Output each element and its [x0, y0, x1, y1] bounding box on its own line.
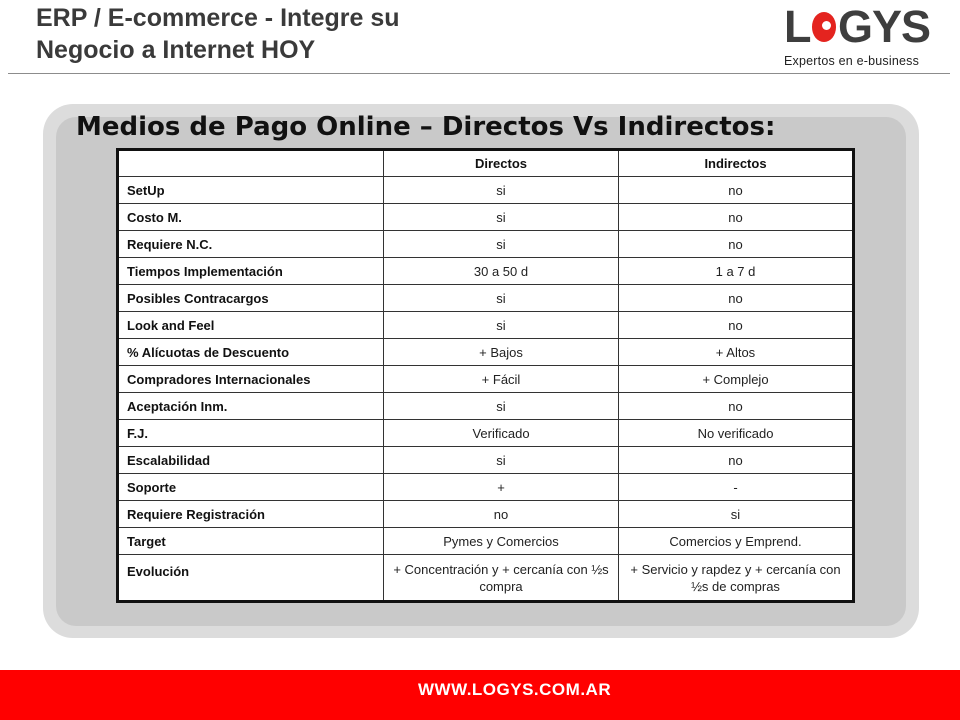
table-body [118, 177, 854, 602]
row-directos-cell: si [384, 312, 619, 339]
row-indirectos-cell: + Complejo [619, 366, 854, 393]
table-row [118, 366, 854, 393]
table-row [118, 258, 854, 285]
row-indirectos-cell: - [619, 474, 854, 501]
footer-url: WWW.LOGYS.COM.AR [418, 680, 612, 699]
logo-letters-right: GYS [837, 1, 930, 52]
row-directos-cell: Verificado [384, 420, 619, 447]
table-row [118, 501, 854, 528]
footer-bar [0, 670, 960, 720]
header-title: ERP / E-commerce - Integre su Negocio a Internet HOY [36, 4, 400, 64]
row-directos-cell: Pymes y Comercios [384, 528, 619, 555]
header-cell-feature [118, 150, 384, 177]
row-feature-cell: Soporte [118, 474, 384, 501]
row-indirectos-cell: no [619, 447, 854, 474]
row-directos-cell: 30 a 50 d [384, 258, 619, 285]
table-row [118, 393, 854, 420]
row-directos-cell: si [384, 231, 619, 258]
row-feature-cell: Escalabilidad [118, 447, 384, 474]
row-feature-cell: Compradores Internacionales [118, 366, 384, 393]
row-indirectos-cell: + Altos [619, 339, 854, 366]
row-indirectos-cell: no [619, 177, 854, 204]
row-indirectos-cell: no [619, 231, 854, 258]
row-feature-cell: Target [118, 528, 384, 555]
row-directos-cell: si [384, 447, 619, 474]
row-indirectos-cell: + Servicio y rapdez y + cercanía con ½s de compras [619, 555, 854, 602]
header-divider [8, 73, 950, 74]
row-indirectos-cell: Comercios y Emprend. [619, 528, 854, 555]
row-feature-cell: SetUp [118, 177, 384, 204]
row-directos-cell: + Bajos [384, 339, 619, 366]
row-indirectos-cell: No verificado [619, 420, 854, 447]
logo-letters-left: L [784, 1, 811, 52]
table-row [118, 555, 854, 602]
row-feature-cell: Aceptación Inm. [118, 393, 384, 420]
slide-title: Medios de Pago Online – Directos Vs Indirectos: [76, 112, 776, 142]
row-directos-cell: + Fácil [384, 366, 619, 393]
table-row [118, 312, 854, 339]
table-row [118, 231, 854, 258]
table-row [118, 447, 854, 474]
logo-o-circle-icon [812, 12, 836, 42]
table-row [118, 285, 854, 312]
row-indirectos-cell: no [619, 312, 854, 339]
row-feature-cell: Costo M. [118, 204, 384, 231]
row-feature-cell: % Alícuotas de Descuento [118, 339, 384, 366]
table-row [118, 474, 854, 501]
row-feature-cell: Requiere Registración [118, 501, 384, 528]
row-feature-cell: Tiempos Implementación [118, 258, 384, 285]
header-cell-indirectos: Indirectos [619, 150, 854, 177]
table-row [118, 204, 854, 231]
logo-wordmark [784, 1, 930, 52]
row-feature-cell: F.J. [118, 420, 384, 447]
table-header-row [118, 150, 854, 177]
row-directos-cell: + [384, 474, 619, 501]
row-indirectos-cell: 1 a 7 d [619, 258, 854, 285]
table-row [118, 528, 854, 555]
row-directos-cell: + Concentración y + cercanía con ½s compra [384, 555, 619, 602]
table-row [118, 177, 854, 204]
row-feature-cell: Requiere N.C. [118, 231, 384, 258]
row-feature-cell: Posibles Contracargos [118, 285, 384, 312]
header-cell-directos: Directos [384, 150, 619, 177]
row-feature-cell: Evolución [118, 555, 384, 602]
logo-tagline: Expertos en e-business [784, 54, 920, 68]
logygs-logo [784, 1, 930, 68]
row-indirectos-cell: no [619, 393, 854, 420]
row-directos-cell: si [384, 177, 619, 204]
row-directos-cell: si [384, 393, 619, 420]
row-directos-cell: si [384, 285, 619, 312]
table-row [118, 339, 854, 366]
row-indirectos-cell: si [619, 501, 854, 528]
row-directos-cell: no [384, 501, 619, 528]
table-row [118, 420, 854, 447]
row-indirectos-cell: no [619, 204, 854, 231]
row-indirectos-cell: no [619, 285, 854, 312]
row-feature-cell: Look and Feel [118, 312, 384, 339]
row-directos-cell: si [384, 204, 619, 231]
comparison-table [116, 148, 855, 603]
